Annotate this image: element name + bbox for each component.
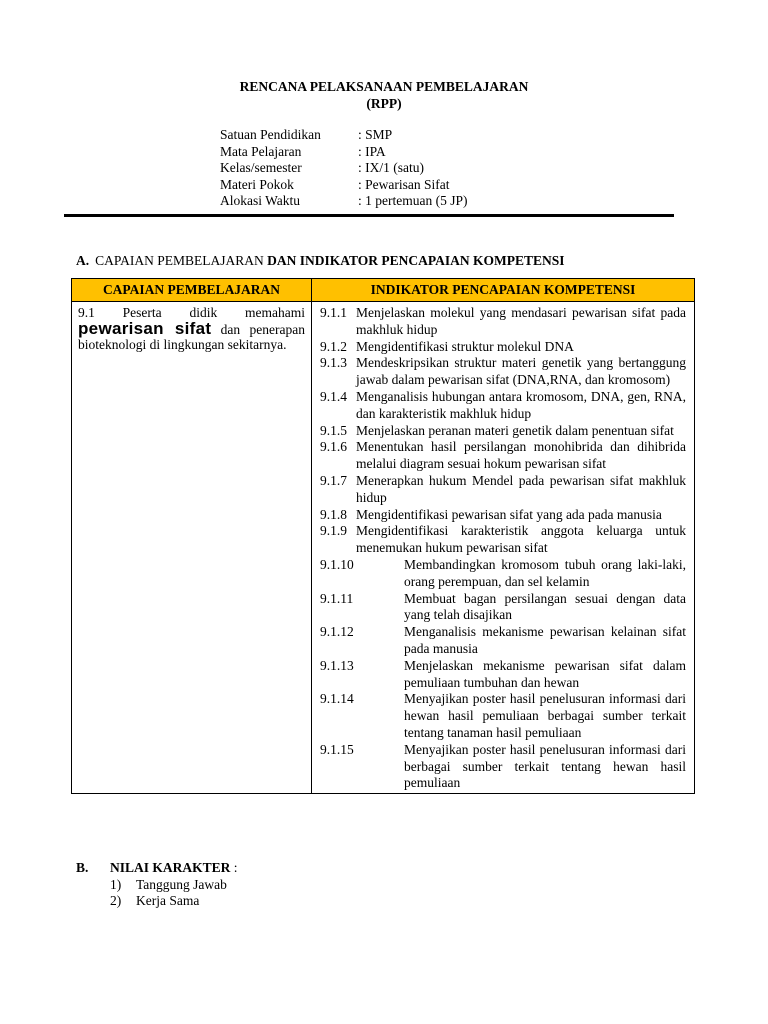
list-item xyxy=(76,877,238,894)
indicator-number: 9.1.3 xyxy=(320,355,347,371)
indicator-text: Menjelaskan molekul yang mendasari pewarisan sifat pada makhluk hidup xyxy=(356,305,686,337)
meta-value: : IPA xyxy=(358,143,386,159)
indicator-item xyxy=(320,591,686,625)
indicator-item xyxy=(320,423,686,440)
indicator-number: 9.1.10 xyxy=(320,556,354,572)
meta-label: Kelas/semester xyxy=(220,160,302,176)
header-divider xyxy=(64,214,674,217)
indikator-cell xyxy=(312,302,695,794)
indicator-text: Menjelaskan mekanisme pewarisan sifat dalam pemuliaan tumbuhan dan hewan xyxy=(404,657,686,690)
indicator-number: 9.1.4 xyxy=(320,388,347,404)
capaian-cell xyxy=(72,302,312,794)
header-capaian: CAPAIAN PEMBELAJARAN xyxy=(72,279,312,302)
document-title xyxy=(0,78,768,112)
meta-value: : SMP xyxy=(358,127,393,142)
indicator-text: Membandingkan kromosom tubuh orang laki-laki, orang perempuan, dan sel kelamin xyxy=(404,556,686,589)
indicator-item xyxy=(320,742,686,792)
indicator-text: Mengidentifikasi pewarisan sifat yang ada pada manusia xyxy=(356,506,662,522)
indicator-text: Menjelaskan peranan materi genetik dalam penentuan sifat xyxy=(356,422,674,438)
section-b-letter: B. xyxy=(76,860,89,875)
indicator-number: 9.1.13 xyxy=(320,657,354,673)
cp-emphasis: pewarisan sifat xyxy=(78,318,212,338)
header-indikator: INDIKATOR PENCAPAIAN KOMPETENSI xyxy=(312,279,695,302)
section-a-heading xyxy=(76,253,565,269)
list-text: Kerja Sama xyxy=(136,893,200,909)
cp-prefix: 9.1 Peserta didik memahami xyxy=(78,305,305,320)
indicator-item xyxy=(320,523,686,557)
meta-row xyxy=(220,193,467,210)
table-row xyxy=(72,302,695,794)
title-line-2: (RPP) xyxy=(366,96,402,111)
indicator-item xyxy=(320,658,686,692)
list-text: Tanggung Jawab xyxy=(136,876,227,892)
indicator-text: Menentukan hasil persilangan monohibrida dan dihibrida melalui diagram sesuai hokum pewarisan sifat xyxy=(356,439,686,472)
meta-row xyxy=(220,127,467,144)
indicator-text: Menyajikan poster hasil penelusuran informasi dari berbagai sumber terkait tentang hewan hasil pemuliaan xyxy=(404,741,686,791)
indicator-text: Menganalisis hubungan antara kromosom, DNA, gen, RNA, dan karakteristik makhluk hidup xyxy=(356,388,686,421)
section-a-title-plain: CAPAIAN PEMBELAJARAN xyxy=(95,253,264,268)
indicator-number: 9.1.14 xyxy=(320,691,354,707)
meta-row xyxy=(220,160,467,177)
section-b-colon: : xyxy=(230,860,238,875)
title-line-1: RENCANA PELAKSANAAN PEMBELAJARAN xyxy=(239,79,529,94)
indicator-text: Mengidentifikasi karakteristik anggota keluarga untuk menemukan hukum pewarisan sifat xyxy=(356,523,686,556)
meta-row xyxy=(220,177,467,194)
indicator-item xyxy=(320,439,686,473)
indicator-number: 9.1.1 xyxy=(320,305,347,320)
indicator-item xyxy=(320,355,686,389)
indicator-text: Mendeskripsikan struktur materi genetik yang bertanggung jawab dalam pewarisan sifat (DNA,RNA, dan kromosom) xyxy=(356,355,686,388)
section-a-title-bold: DAN INDIKATOR PENCAPAIAN KOMPETENSI xyxy=(267,253,565,268)
indicator-item xyxy=(320,389,686,423)
meta-row xyxy=(220,144,467,161)
indicator-item xyxy=(320,691,686,741)
indicator-number: 9.1.11 xyxy=(320,590,354,606)
indicator-item xyxy=(320,557,686,591)
competency-table xyxy=(71,278,695,794)
indicator-item xyxy=(320,305,686,339)
meta-value: : IX/1 (satu) xyxy=(358,160,424,176)
indicator-number: 9.1.15 xyxy=(320,741,354,757)
meta-value: : Pewarisan Sifat xyxy=(358,176,450,192)
list-number: 1) xyxy=(110,876,122,892)
indicator-text: Menyajikan poster hasil penelusuran informasi dari hewan hasil pemuliaan berbagai sumber terkait tentang tanaman hasil pemuliaan xyxy=(404,691,686,740)
indicator-number: 9.1.5 xyxy=(320,422,347,438)
section-a-letter: A. xyxy=(76,253,90,268)
meta-label: Alokasi Waktu xyxy=(220,193,301,209)
meta-value: : 1 pertemuan (5 JP) xyxy=(358,193,468,209)
indicator-number: 9.1.7 xyxy=(320,472,347,488)
indicator-item xyxy=(320,507,686,524)
meta-label: Satuan Pendidikan xyxy=(220,127,321,142)
indicator-number: 9.1.9 xyxy=(320,523,347,539)
character-values-list xyxy=(76,877,238,910)
indicator-text: Membuat bagan persilangan sesuai dengan data yang telah disajikan xyxy=(404,590,686,623)
list-number: 2) xyxy=(110,893,122,909)
meta-label: Materi Pokok xyxy=(220,176,294,192)
indicator-item xyxy=(320,624,686,658)
indicator-item xyxy=(320,473,686,507)
indicator-text: Mengidentifikasi struktur molekul DNA xyxy=(356,338,574,354)
indicator-number: 9.1.6 xyxy=(320,439,347,455)
indicator-item xyxy=(320,339,686,356)
indicator-number: 9.1.12 xyxy=(320,624,354,640)
section-b-heading xyxy=(76,860,238,877)
indicator-text: Menganalisis mekanisme pewarisan kelainan sifat pada manusia xyxy=(404,624,686,656)
indicator-number: 9.1.8 xyxy=(320,506,347,522)
table-header-row xyxy=(72,279,695,302)
meta-label: Mata Pelajaran xyxy=(220,143,302,159)
cp-suffix: dan penerapan bioteknologi di lingkungan sekitarnya. xyxy=(78,321,305,353)
indicator-text: Menerapkan hukum Mendel pada pewarisan sifat makhluk hidup xyxy=(356,472,686,505)
section-b-title: NILAI KARAKTER xyxy=(110,860,231,875)
list-item xyxy=(76,893,238,910)
identity-block xyxy=(220,127,467,210)
section-b xyxy=(76,860,238,910)
indicator-number: 9.1.2 xyxy=(320,338,347,354)
